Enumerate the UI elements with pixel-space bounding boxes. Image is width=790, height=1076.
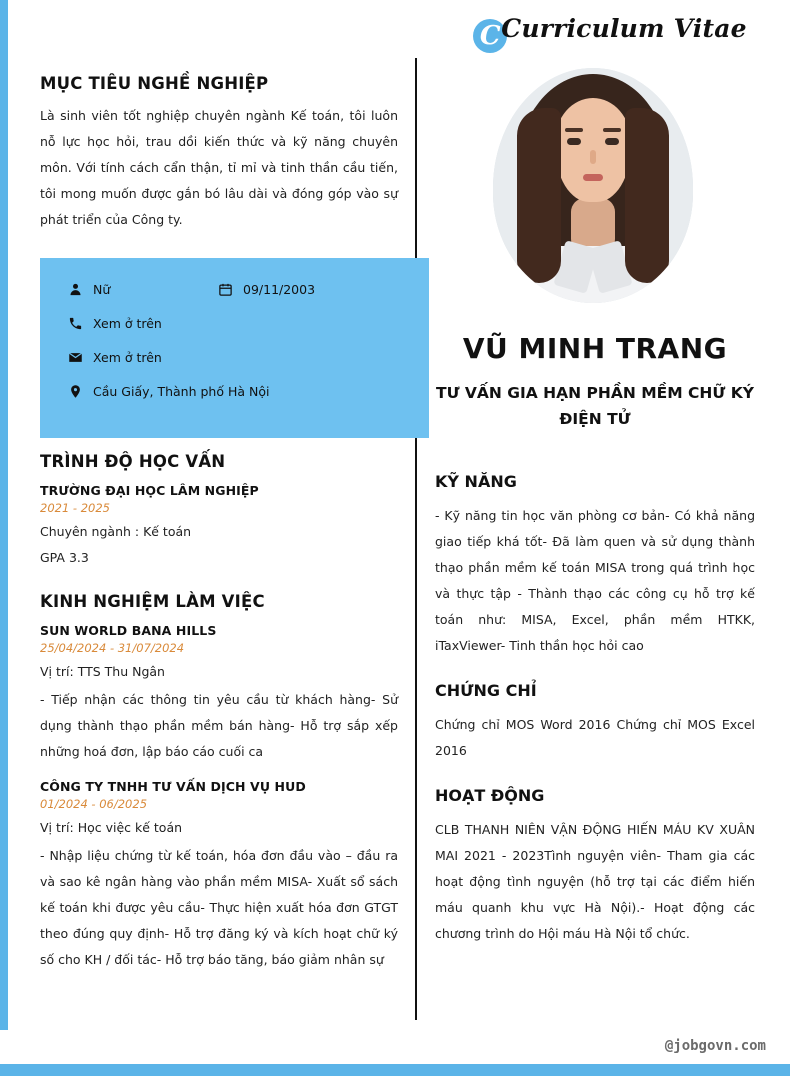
objective-section [40,74,398,233]
portrait-photo [493,68,693,303]
skills-heading: KỸ NĂNG [435,472,517,491]
info-phone-value: Xem ở trên [93,315,162,331]
info-birthday-value: 09/11/2003 [243,281,316,297]
experience-date: 25/04/2024 - 31/07/2024 [40,641,185,655]
location-icon [66,382,84,400]
avatar [493,68,693,303]
experience-company: CÔNG TY TNHH TƯ VẤN DỊCH VỤ HUD [40,779,306,794]
education-gpa: GPA 3.3 [40,550,89,565]
candidate-name: VŨ MINH TRANG [462,332,728,365]
cv-header-title [460,14,760,53]
experience-position: Vị trí: Học việc kế toán [40,820,183,835]
certificates-text: Chứng chỉ MOS Word 2016 Chứng chỉ MOS Excel 2016 [435,717,755,758]
info-gender-value: Nữ [93,281,111,297]
experience-date: 01/2024 - 06/2025 [40,797,148,811]
person-icon [66,280,84,298]
education-major: Chuyên ngành : Kế toán [40,524,192,539]
education-school: TRƯỜNG ĐẠI HỌC LÂM NGHIỆP [40,483,259,498]
info-row [66,280,403,298]
info-gender [66,280,216,298]
experience-item [40,623,398,765]
experience-company: SUN WORLD BANA HILLS [40,623,217,638]
info-email-value: Xem ở trên [93,349,162,365]
info-email [66,348,162,366]
skills-text: - Kỹ năng tin học văn phòng cơ bản- Có khả năng giao tiếp khá tốt- Đã làm quen và sử dụng thành thạo phần mềm kế toán MISA trong quá trình học và thực tập - Thành thạo các công cụ hỗ trợ kế toán như: MISA, Excel, phần mềm HTKK, iTaxViewer- Tinh thần học hỏi cao [435,508,755,653]
info-row [66,382,403,400]
cv-header-text: Curriculum Vitae [501,14,747,43]
column-divider [415,58,417,1020]
personal-info-card [40,258,429,438]
education-item [40,483,398,570]
logo-initial: C [473,19,507,53]
phone-icon [66,314,84,332]
activities-text: CLB THANH NIÊN VẬN ĐỘNG HIẾN MÁU KV XUÂN MAI 2021 - 2023Tình nguyện viên- Tham gia các hoạt động tình nguyện (hỗ trợ tại các điểm hiến máu quanh khu vực Hà Nội).- Hoạt động các chương trình do Hội máu Hà Nội tổ chức. [435,822,755,941]
objective-heading: MỤC TIÊU NGHỀ NGHIỆP [40,74,269,93]
education-heading: TRÌNH ĐỘ HỌC VẤN [40,452,226,471]
experience-position: Vị trí: TTS Thu Ngân [40,664,165,679]
info-row [66,348,403,366]
certificates-heading: CHỨNG CHỈ [435,681,537,700]
experience-description: - Nhập liệu chứng từ kế toán, hóa đơn đầu vào – đầu ra và sao kê ngân hàng vào phần mềm MISA- Xuất sổ sách kế toán khi được yêu cầu- Thực hiện xuất hóa đơn GTGT theo đúng quy định- Hỗ trợ đăng ký và kích hoạt chữ ký số cho KH / đối tác- Hỗ trợ báo tăng, báo giảm nhân sự [40,848,398,967]
experience-heading: KINH NGHIỆM LÀM VIỆC [40,592,265,611]
calendar-icon [216,280,234,298]
education-date: 2021 - 2025 [40,501,110,515]
info-address [66,382,269,400]
activities-heading: HOẠT ĐỘNG [435,786,545,805]
objective-text: Là sinh viên tốt nghiệp chuyên ngành Kế toán, tôi luôn nỗ lực học hỏi, trau dồi kiến thức và kỹ năng chuyên môn. Với tính cách cẩn thận, tỉ mỉ và tinh thần cầu tiến, tôi mong muốn được gắn bó lâu dài và đóng góp vào sự phát triển của Công ty. [40,108,398,227]
info-phone [66,314,162,332]
site-watermark: @jobgovn.com [664,1038,766,1054]
info-address-value: Cầu Giấy, Thành phố Hà Nội [93,383,270,399]
mail-icon [66,348,84,366]
experience-item [40,779,398,973]
info-row [66,314,403,332]
info-birthday [216,280,315,298]
right-lower-column [435,472,755,969]
left-lower-column [40,452,398,977]
left-accent-bar [0,0,8,1030]
candidate-job-title: TƯ VẤN GIA HẠN PHẦN MỀM CHỮ KÝ ĐIỆN TỬ [436,384,754,428]
bottom-accent-bar [0,1064,790,1076]
experience-description: - Tiếp nhận các thông tin yêu cầu từ khách hàng- Sử dụng thành thạo phần mềm bán hàng- Hỗ trợ sắp xếp những hoá đơn, lập báo cáo cuối ca [40,692,398,759]
